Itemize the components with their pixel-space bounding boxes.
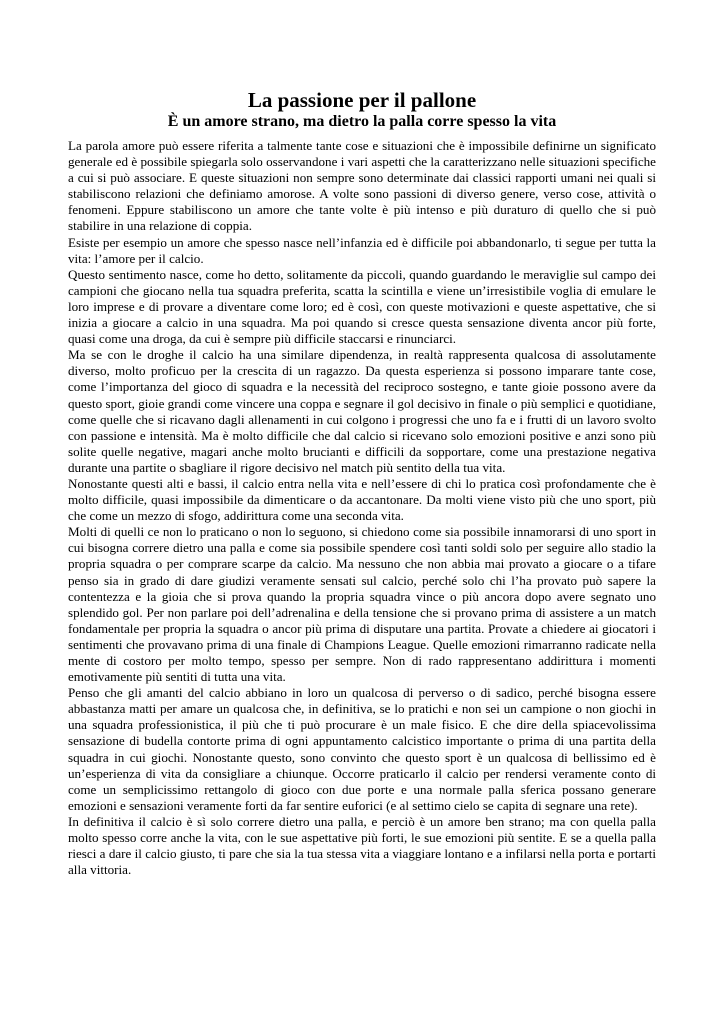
paragraph: Penso che gli amanti del calcio abbiano in loro un qualcosa di perverso o di sadico, perché bisogna essere abbastanza matti per amare un qualcosa che, in definitiva, se lo pratichi e non sei un campione o non giochi in una squadra professionistica, il più che ti può procurare è un male fisico. E che dire della spiacevolissima sensazione di budella contorte prima di ogni appuntamento calcistico importante o prima di una partita della squadra in cui giochi. Nonostante questo, sono convinto che questo sport è un qualcosa di bellissimo ed è un’esperienza di vita da consigliare a chiunque. Occorre praticarlo il calcio per rendersi veramente conto di come un semplicissimo rettangolo di gioco con due porte e una normale palla sferica possano generare emozioni e sensazioni veramente forti da far sentire euforici (e al settimo cielo se capita di segnare una rete).	[68, 685, 656, 813]
document-body	[68, 138, 656, 878]
document-page	[68, 88, 656, 878]
paragraph: Ma se con le droghe il calcio ha una similare dipendenza, in realtà rappresenta qualcosa di assolutamente diverso, molto proficuo per la crescita di un ragazzo. Da questa esperienza si possono imparare tante cose, come l’importanza del gioco di squadra e la necessità del reciproco sostegno, e tante gioie possono avere da questo sport, gioie grandi come vincere una coppa e segnare il gol decisivo in finale o più semplici e quotidiane, come quelle che si ricavano dagli allenamenti in cui colgono i progressi che uno fa e i frutti di un lavoro svolto con passione e intensità. Ma è molto difficile che dal calcio si ricevano solo emozioni positive e anzi sono più solite quelle negative, magari anche molto brucianti e difficili da sopportare, come una prestazione negativa durante una partite o sbagliare il rigore decisivo nel match più sentito della tua vita.	[68, 347, 656, 475]
document-subtitle: È un amore strano, ma dietro la palla corre spesso la vita	[167, 113, 557, 130]
paragraph: Esiste per esempio un amore che spesso nasce nell’infanzia ed è difficile poi abbandonarlo, ti segue per tutta la vita: l’amore per il calcio.	[68, 234, 656, 266]
document-title: La passione per il pallone	[247, 88, 477, 112]
paragraph: In definitiva il calcio è sì solo correre dietro una palla, e perciò è un amore ben strano; ma con quella palla molto spesso corre anche la vita, con le sue aspettative più forti, le sue emozioni più sentite. E se a quella palla riesci a dare il calcio giusto, ti pare che sia la tua stessa vita a viaggiare lontano e a infilarsi nella porta e portarti alla vittoria.	[68, 813, 656, 878]
paragraph: Molti di quelli ce non lo praticano o non lo seguono, si chiedono come sia possibile innamorarsi di uno sport in cui bisogna correre dietro una palla e come sia possibile spendere così tanti soldi solo per seguire allo stadio la propria squadra o per comprare scarpe da calcio. Ma nessuno che non abbia mai provato a giocare o a tifare penso sia in grado di dare giudizi veramente sensati sul calcio, perché solo chi l’ha provato può sapere la contentezza e la gioia che si prova quando la propria squadra vince o più ancora dopo avere segnato uno splendido gol. Per non parlare poi dell’adrenalina e della tensione che si provano prima di assistere a un match fondamentale per propria la squadra o ancor più prima di disputare una partita. Provate a chiedere ai giocatori i sentimenti che provavano prima di una finale di Champions League. Quelle emozioni rimarranno radicate nella mente di costoro per molto tempo, spesso per sempre. Non di rado rappresentano addirittura i momenti emotivamente più sentiti di tutta una vita.	[68, 524, 656, 685]
paragraph: La parola amore può essere riferita a talmente tante cose e situazioni che è impossibile definirne un significato generale ed è possibile spiegarla solo osservandone i vari aspetti che la caratterizzano nelle situazioni specifiche a cui si può associare. E queste situazioni non sempre sono determinate dai classici rapporti umani nei quali si stabiliscono relazioni che definiamo amorose. A volte sono passioni di diverso genere, verso cose, attività o fenomeni. Eppure stabiliscono un amore che tante volte è più intenso e più duraturo di quello che si può stabilire in una relazione di coppia.	[68, 138, 656, 234]
paragraph: Questo sentimento nasce, come ho detto, solitamente da piccoli, quando guardando le meraviglie sul campo dei campioni che giocano nella tua squadra preferita, scatta la scintilla e viene un’irresistibile voglia di emulare le loro imprese e di provare a diventare come loro; ed è così, con queste motivazioni e queste aspettative, che si inizia a giocare a calcio in una squadra. Ma poi quando si cresce questa sensazione diventa ancor più forte, quasi come una droga, da cui è sempre più difficile staccarsi e rinunciarci.	[68, 266, 656, 347]
paragraph: Nonostante questi alti e bassi, il calcio entra nella vita e nell’essere di chi lo pratica così profondamente che è molto difficile, quasi impossibile da dimenticare o da accantonare. Da molti viene visto più che uno sport, più che come un mezzo di sfogo, addirittura come una seconda vita.	[68, 475, 656, 524]
